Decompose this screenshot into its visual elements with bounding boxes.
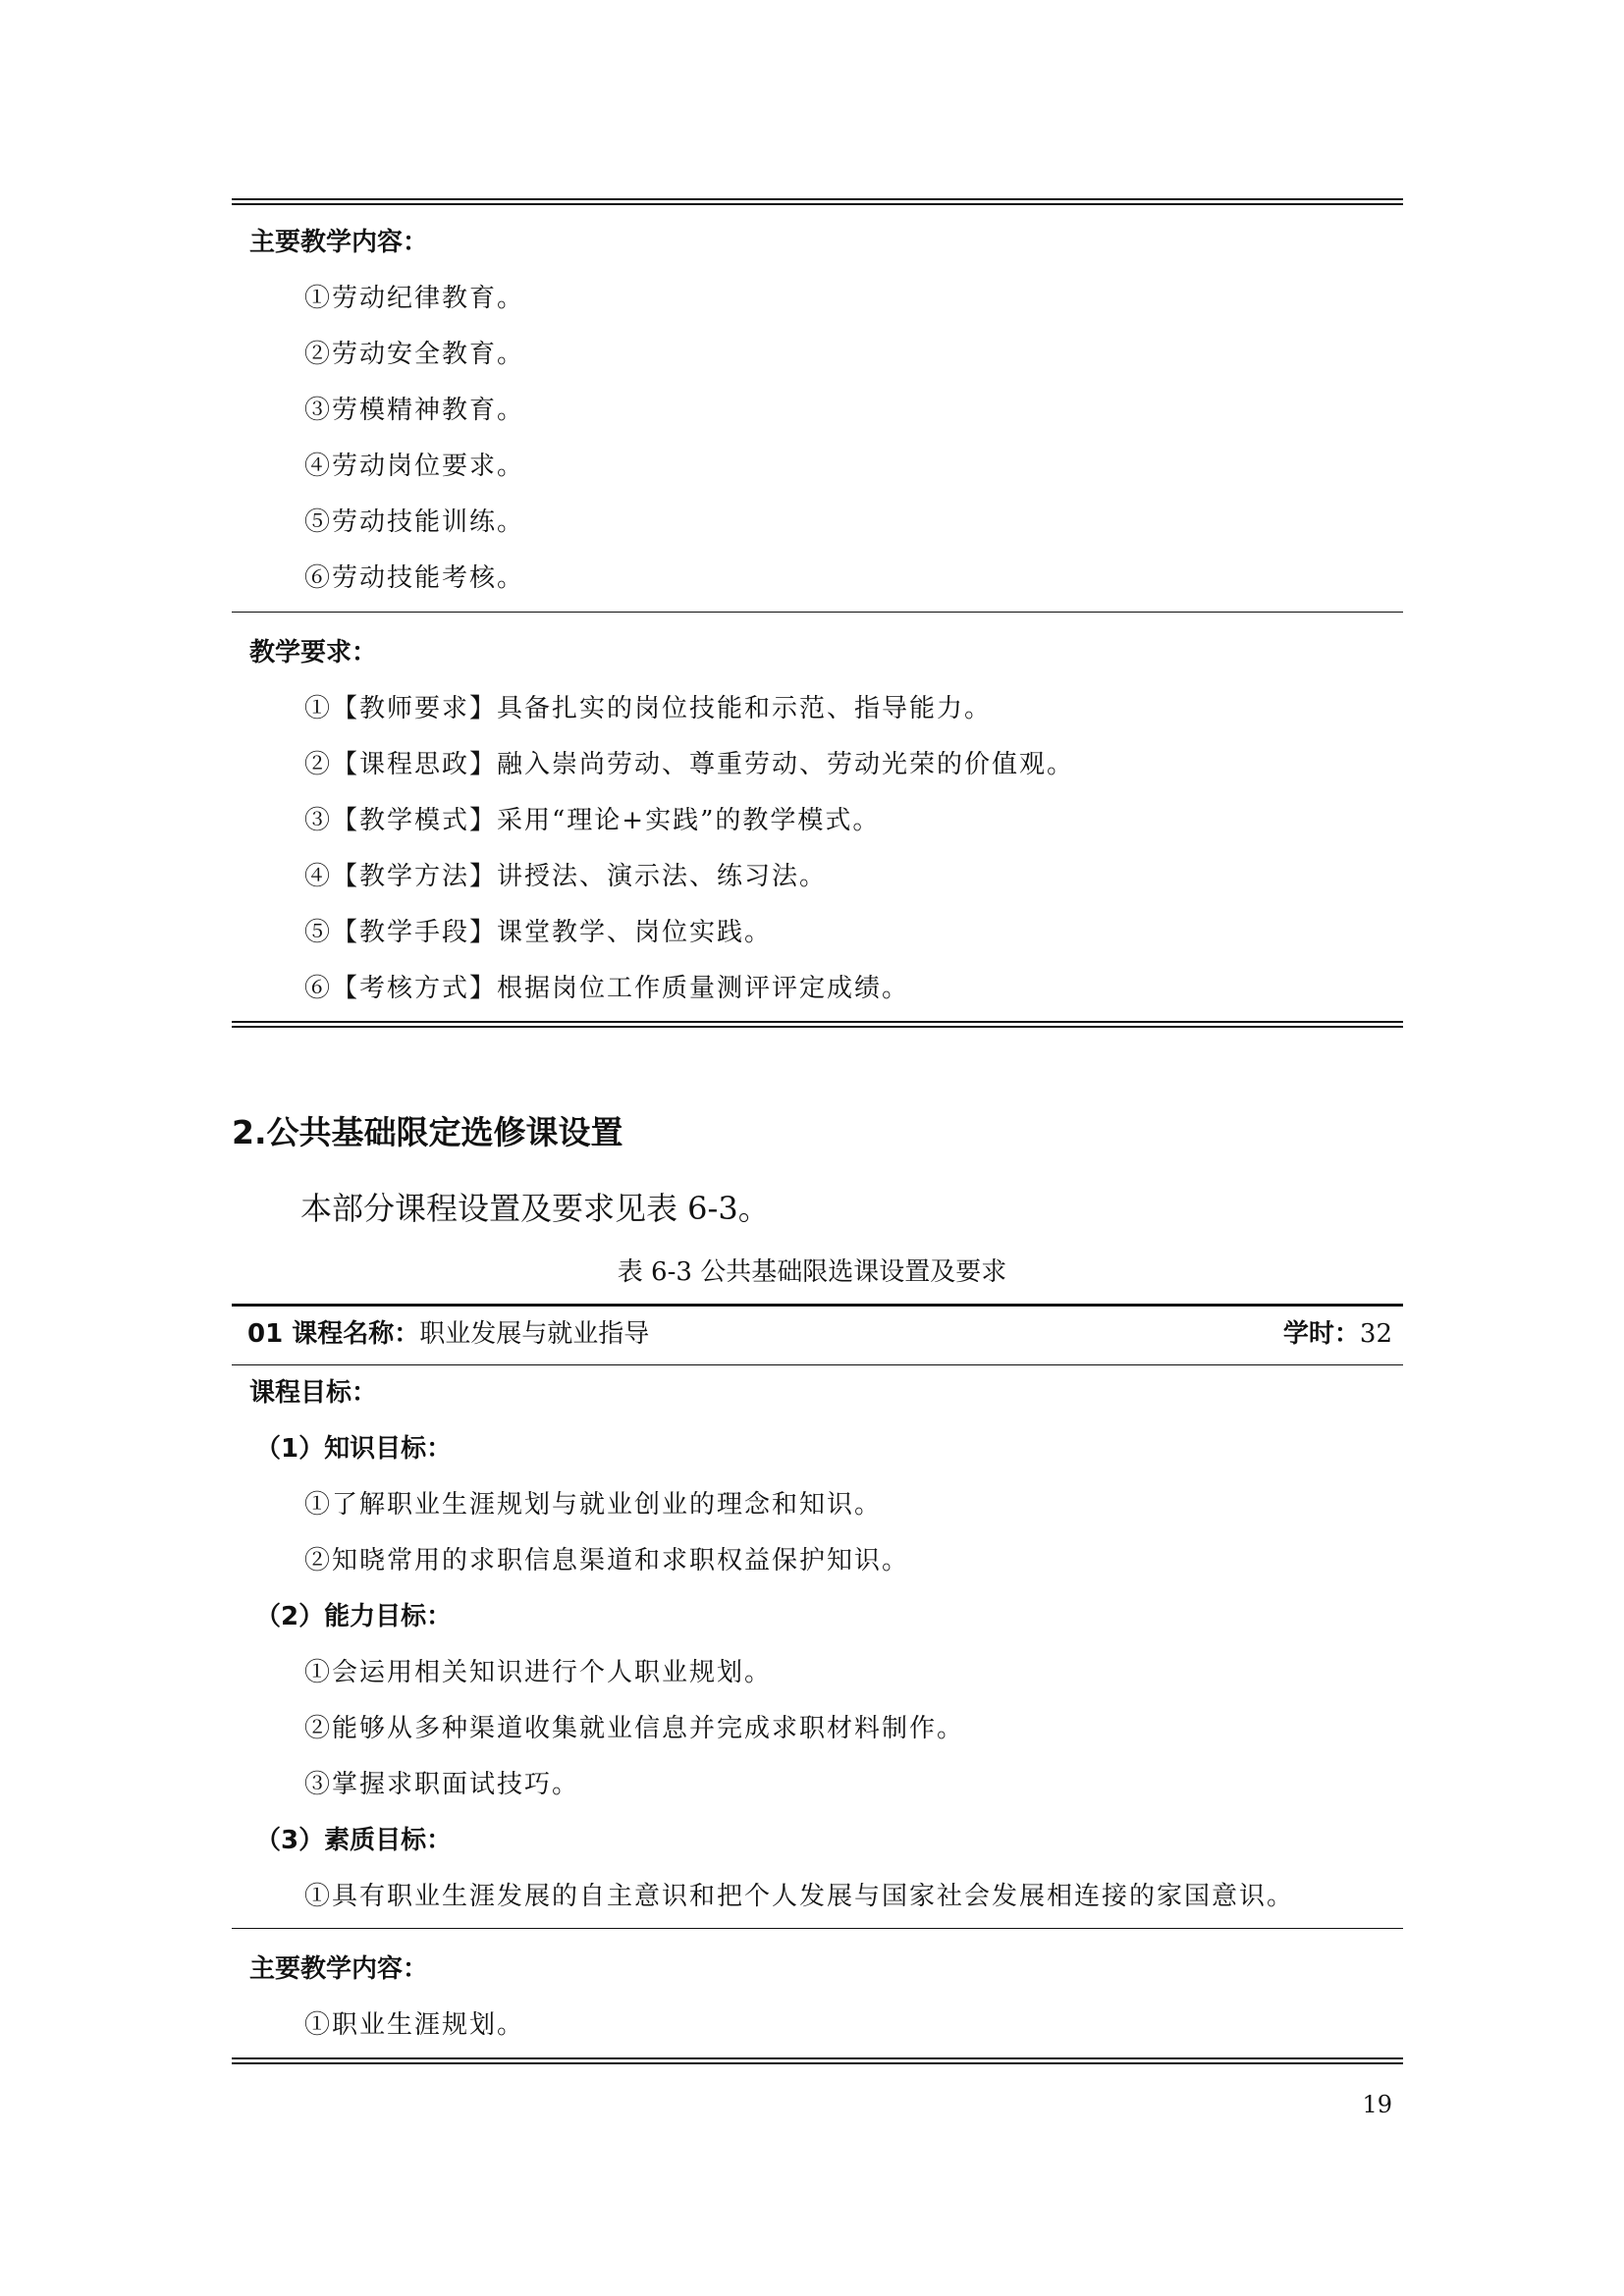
list-item: ⑥劳动技能考核。 [304,563,525,593]
list-item: ②知晓常用的求职信息渠道和求职权益保护知识。 [304,1546,910,1575]
knowledge-goals-heading: （1）知识目标： [255,1434,453,1464]
list-item: ①了解职业生涯规划与就业创业的理念和知识。 [304,1490,883,1520]
table-top-rule [232,1304,1403,1307]
list-item: ⑥【考核方式】根据岗位工作质量测评评定成绩。 [304,974,910,1003]
list-item: ①会运用相关知识进行个人职业规划。 [304,1658,773,1687]
list-item: ①具有职业生涯发展的自主意识和把个人发展与国家社会发展相连接的家国意识。 [304,1882,1295,1911]
list-item: ①【教师要求】具备扎实的岗位技能和示范、指导能力。 [304,694,993,723]
list-item: ①劳动纪律教育。 [304,284,525,313]
list-item: ②能够从多种渠道收集就业信息并完成求职材料制作。 [304,1714,965,1743]
course-name-label: 01 课程名称： [247,1319,420,1349]
table-bottom-rule [232,2057,1403,2064]
table-divider [232,1928,1403,1929]
list-item: ②劳动安全教育。 [304,340,525,369]
section-intro: 本部分课程设置及要求见表 6-3。 [300,1190,770,1227]
list-item: ④劳动岗位要求。 [304,452,525,481]
table-divider [232,612,1403,613]
content-heading: 主要教学内容： [249,228,429,257]
table-bottom-rule [232,1021,1403,1028]
quality-goals-heading: （3）素质目标： [255,1826,453,1855]
requirements-heading: 教学要求： [249,638,378,667]
list-item: ③【教学模式】采用“理论+实践”的教学模式。 [304,806,881,835]
course-hours [1283,1313,1392,1350]
list-item: ⑤劳动技能训练。 [304,507,525,537]
list-item: ④【教学方法】讲授法、演示法、练习法。 [304,862,828,891]
list-item: ③劳模精神教育。 [304,396,525,425]
goals-heading: 课程目标： [249,1378,378,1408]
ability-goals-heading: （2）能力目标： [255,1602,453,1631]
course-hours-label: 学时： [1282,1319,1360,1349]
list-item: ①职业生涯规划。 [304,2010,525,2040]
table-caption: 表 6-3 公共基础限选课设置及要求 [617,1257,1007,1287]
course-name-value: 职业发展与就业指导 [419,1319,650,1349]
list-item: ②【课程思政】融入崇尚劳动、尊重劳动、劳动光荣的价值观。 [304,750,1075,779]
course-name-row [247,1313,649,1350]
list-item: ⑤【教学手段】课堂教学、岗位实践。 [304,918,773,947]
content-heading: 主要教学内容： [249,1954,429,1984]
section-title: 2.公共基础限定选修课设置 [232,1113,623,1151]
table-top-rule [232,198,1403,205]
course-hours-value: 32 [1359,1319,1392,1349]
table-divider [232,1364,1403,1365]
page-number: 19 [1362,2091,1392,2118]
list-item: ③掌握求职面试技巧。 [304,1770,580,1799]
